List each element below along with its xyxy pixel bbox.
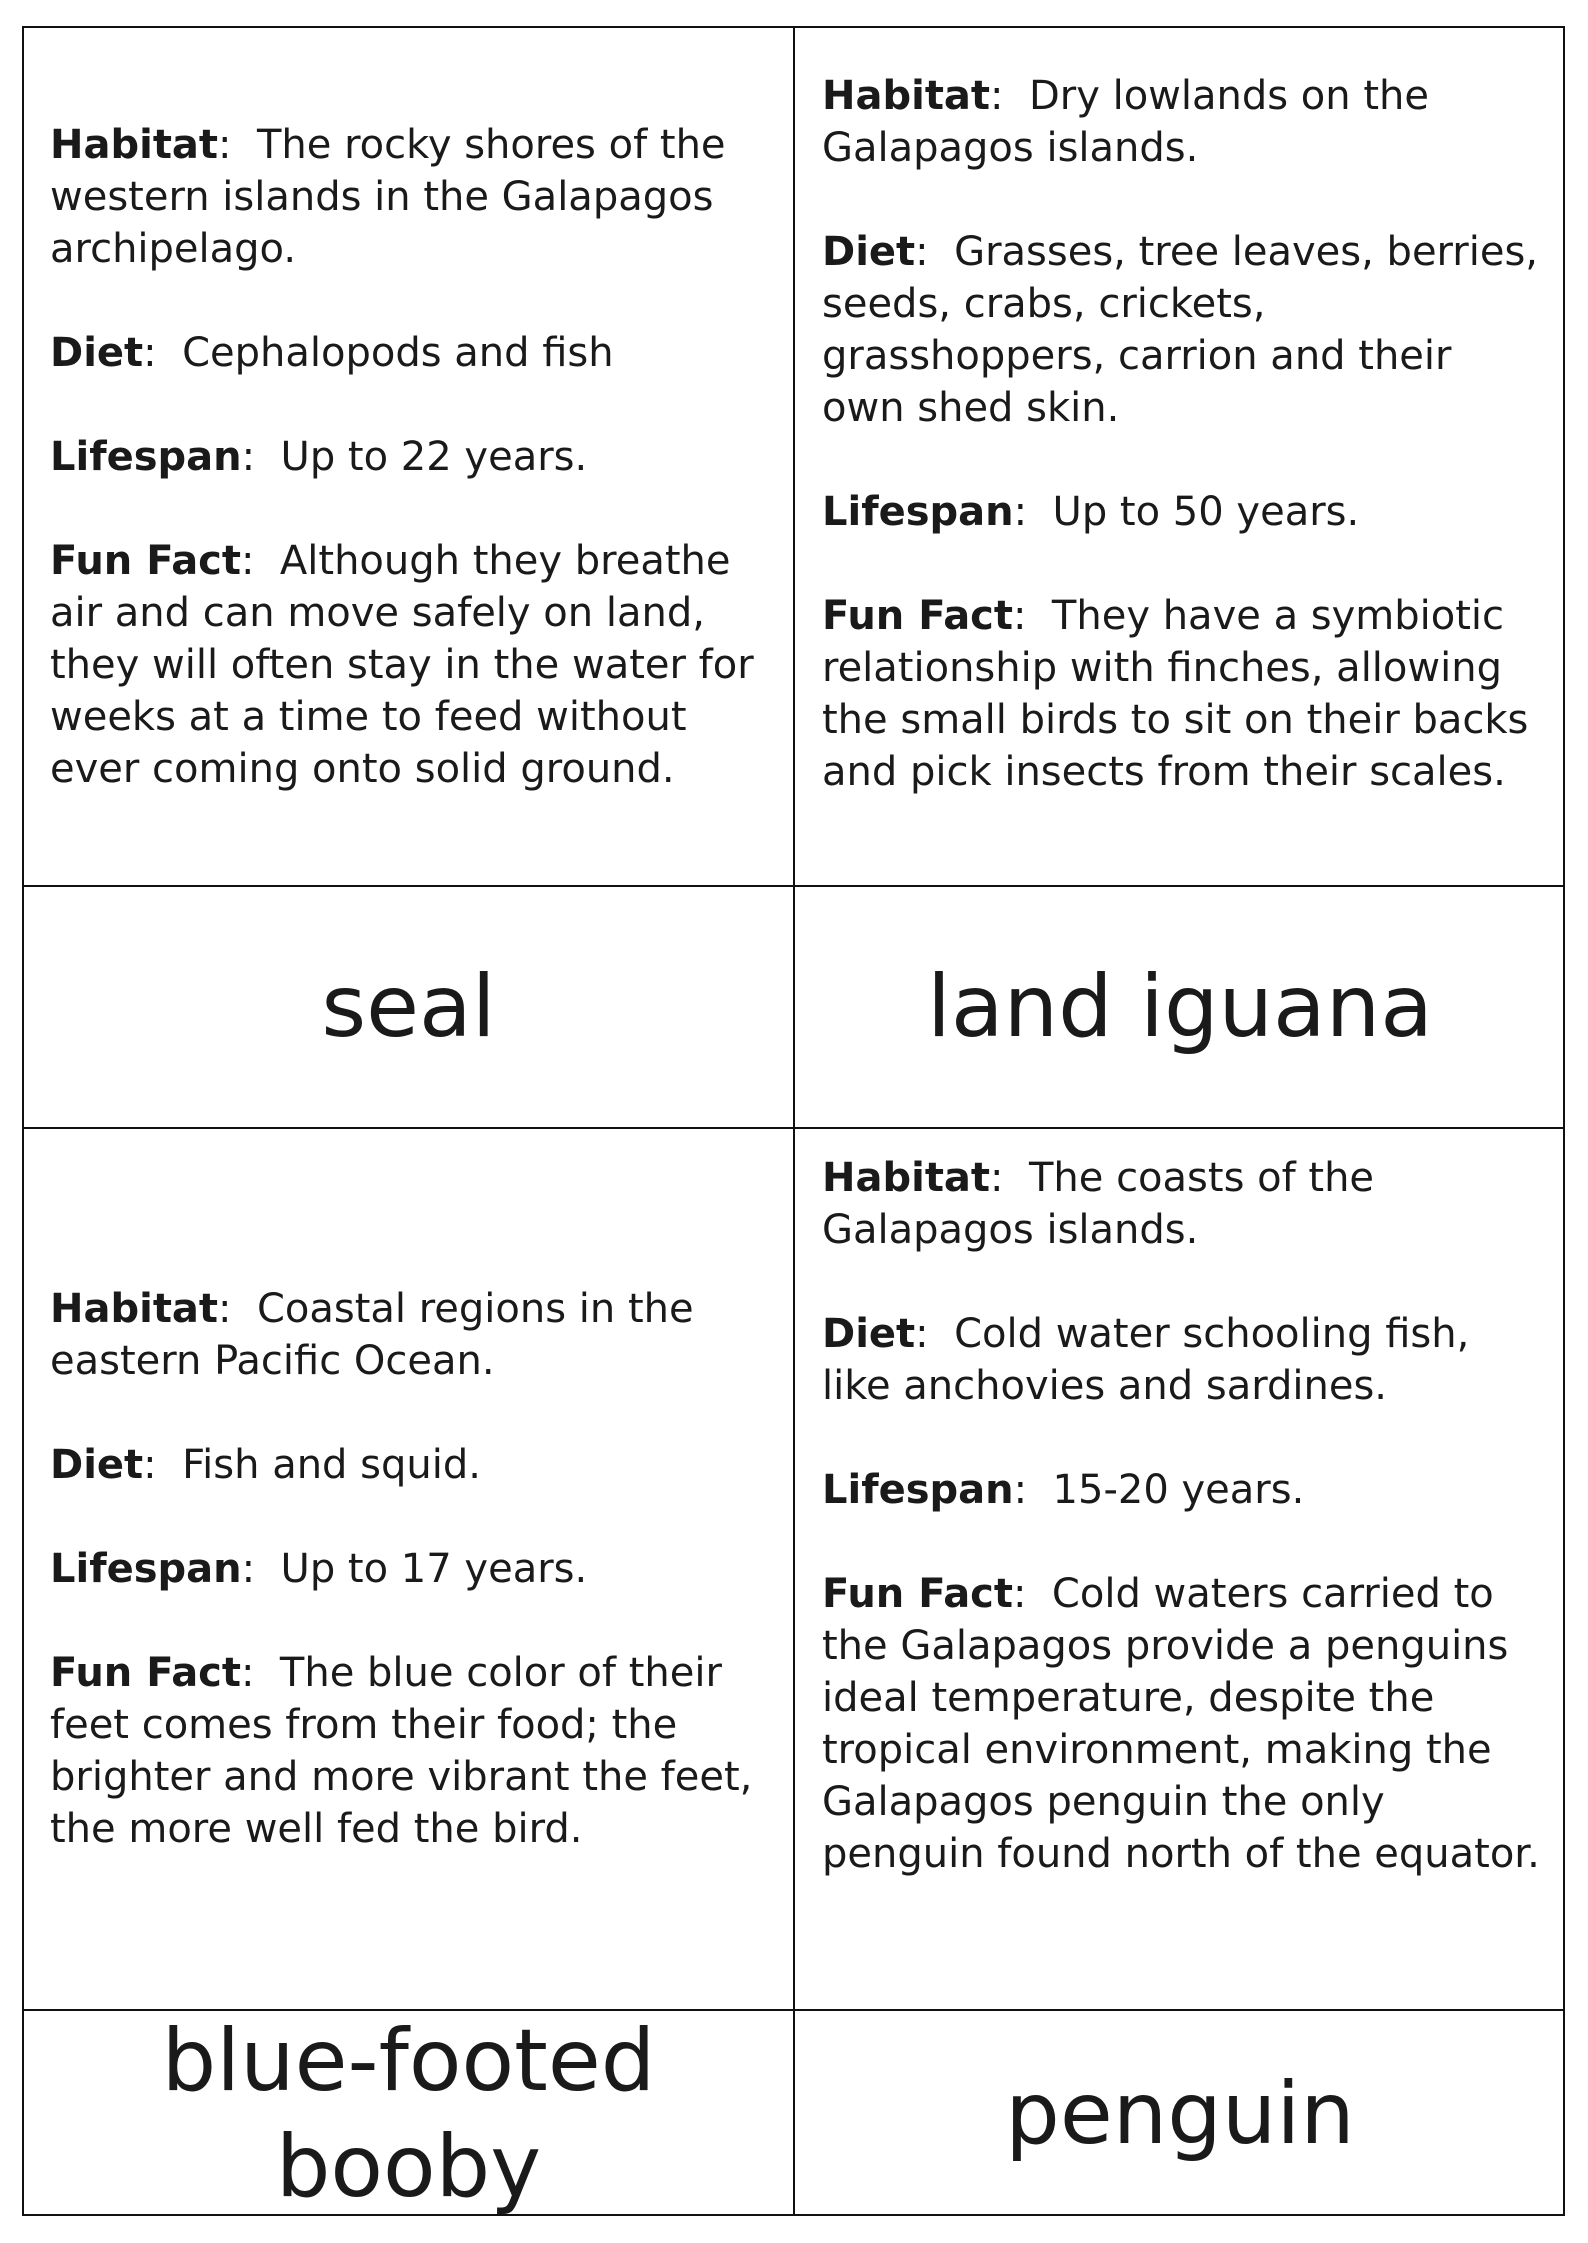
diet-label: Diet bbox=[822, 229, 916, 275]
diet-paragraph: Diet: Cephalopods and fish bbox=[50, 329, 614, 376]
diet-label: Diet bbox=[50, 329, 144, 376]
diet-paragraph: Diet: Fish and squid. bbox=[50, 1442, 481, 1488]
animal-name: seal bbox=[321, 957, 496, 1057]
funfact-paragraph: Fun Fact: Although they breathe air and can move safely on land, they will often stay in the water for weeks at a time to feed without ever coming onto solid ground. bbox=[50, 537, 754, 792]
funfact-text: They have a symbiotic relationship with finches, allowing the small birds to sit on their backs and pick insects from their scales. bbox=[822, 593, 1529, 795]
lifespan-text: Up to 17 years. bbox=[280, 1546, 588, 1592]
habitat-text: The coasts of the Galapagos islands. bbox=[822, 1155, 1375, 1253]
funfact-text: Although they breathe air and can move safely on land, they will often stay in the water for weeks at a time to feed without ever coming onto solid ground. bbox=[50, 537, 754, 792]
lifespan-label: Lifespan bbox=[50, 433, 242, 480]
iguana-name-card bbox=[795, 887, 1565, 1127]
lifespan-paragraph: Lifespan: Up to 17 years. bbox=[50, 1546, 588, 1592]
penguin-info-card bbox=[804, 1152, 1564, 2009]
diet-text: Cephalopods and fish bbox=[182, 329, 614, 376]
diet-label: Diet bbox=[50, 1442, 144, 1488]
animal-name: land iguana bbox=[927, 957, 1433, 1057]
column-divider bbox=[793, 28, 795, 2214]
diet-label: Diet bbox=[822, 1311, 916, 1357]
booby-name-card bbox=[44, 2011, 773, 2216]
diet-paragraph: Diet: Grasses, tree leaves, berries, seeds, crabs, crickets, grasshoppers, carrion and their own shed skin. bbox=[822, 229, 1539, 431]
lifespan-paragraph: Lifespan: Up to 22 years. bbox=[50, 433, 588, 480]
funfact-text: The blue color of their feet comes from their food; the brighter and more vibrant the feet, the more well fed the bird. bbox=[50, 1650, 753, 1852]
seal-info-card bbox=[32, 28, 792, 885]
penguin-name-card bbox=[795, 2011, 1565, 2216]
habitat-label: Habitat bbox=[822, 1155, 991, 1201]
lifespan-label: Lifespan bbox=[822, 489, 1014, 535]
lifespan-text: Up to 22 years. bbox=[280, 433, 588, 480]
iguana-info-card bbox=[804, 70, 1564, 885]
habitat-paragraph: Habitat: The coasts of the Galapagos islands. bbox=[822, 1155, 1375, 1253]
lifespan-text: Up to 50 years. bbox=[1052, 489, 1360, 535]
habitat-paragraph: Habitat: Dry lowlands on the Galapagos islands. bbox=[822, 73, 1429, 171]
diet-text: Grasses, tree leaves, berries, seeds, crabs, crickets, grasshoppers, carrion and their own shed skin. bbox=[822, 229, 1539, 431]
animal-name: blue-footed booby bbox=[161, 2010, 656, 2217]
lifespan-paragraph: Lifespan: Up to 50 years. bbox=[822, 489, 1360, 535]
seal-name-card bbox=[24, 887, 793, 1127]
funfact-label: Fun Fact bbox=[50, 1650, 242, 1696]
diet-paragraph: Diet: Cold water schooling fish, like anchovies and sardines. bbox=[822, 1311, 1470, 1409]
row-divider bbox=[24, 885, 1563, 887]
diet-text: Cold water schooling fish, like anchovies and sardines. bbox=[822, 1311, 1470, 1409]
habitat-text: Dry lowlands on the Galapagos islands. bbox=[822, 73, 1429, 171]
habitat-label: Habitat bbox=[822, 73, 991, 119]
card-sheet bbox=[22, 26, 1565, 2216]
lifespan-label: Lifespan bbox=[50, 1546, 242, 1592]
funfact-paragraph: Fun Fact: Cold waters carried to the Galapagos provide a penguins ideal temperature, despite the tropical environment, making the Galapagos penguin the only penguin found north of the equator. bbox=[822, 1571, 1540, 1877]
diet-text: Fish and squid. bbox=[182, 1442, 481, 1488]
funfact-text: Cold waters carried to the Galapagos provide a penguins ideal temperature, despite the tropical environment, making the Galapagos penguin the only penguin found north of the equator. bbox=[822, 1571, 1540, 1877]
row-divider bbox=[24, 2009, 1563, 2011]
habitat-text: The rocky shores of the western islands in the Galapagos archipelago. bbox=[50, 121, 726, 272]
funfact-label: Fun Fact bbox=[822, 593, 1014, 639]
row-divider bbox=[24, 1127, 1563, 1129]
funfact-label: Fun Fact bbox=[50, 537, 242, 584]
habitat-paragraph: Habitat: Coastal regions in the eastern Pacific Ocean. bbox=[50, 1286, 694, 1384]
habitat-label: Habitat bbox=[50, 121, 219, 168]
booby-info-card bbox=[32, 1129, 792, 2009]
lifespan-paragraph: Lifespan: 15-20 years. bbox=[822, 1467, 1305, 1513]
habitat-text: Coastal regions in the eastern Pacific Ocean. bbox=[50, 1286, 694, 1384]
lifespan-label: Lifespan bbox=[822, 1467, 1014, 1513]
habitat-paragraph: Habitat: The rocky shores of the western islands in the Galapagos archipelago. bbox=[50, 121, 726, 272]
funfact-label: Fun Fact bbox=[822, 1571, 1014, 1617]
habitat-label: Habitat bbox=[50, 1286, 219, 1332]
funfact-paragraph: Fun Fact: The blue color of their feet comes from their food; the brighter and more vibrant the feet, the more well fed the bird. bbox=[50, 1650, 753, 1852]
animal-name: penguin bbox=[1005, 2063, 1355, 2164]
lifespan-text: 15-20 years. bbox=[1052, 1467, 1305, 1513]
funfact-paragraph: Fun Fact: They have a symbiotic relationship with finches, allowing the small birds to sit on their backs and pick insects from their scales. bbox=[822, 593, 1529, 795]
